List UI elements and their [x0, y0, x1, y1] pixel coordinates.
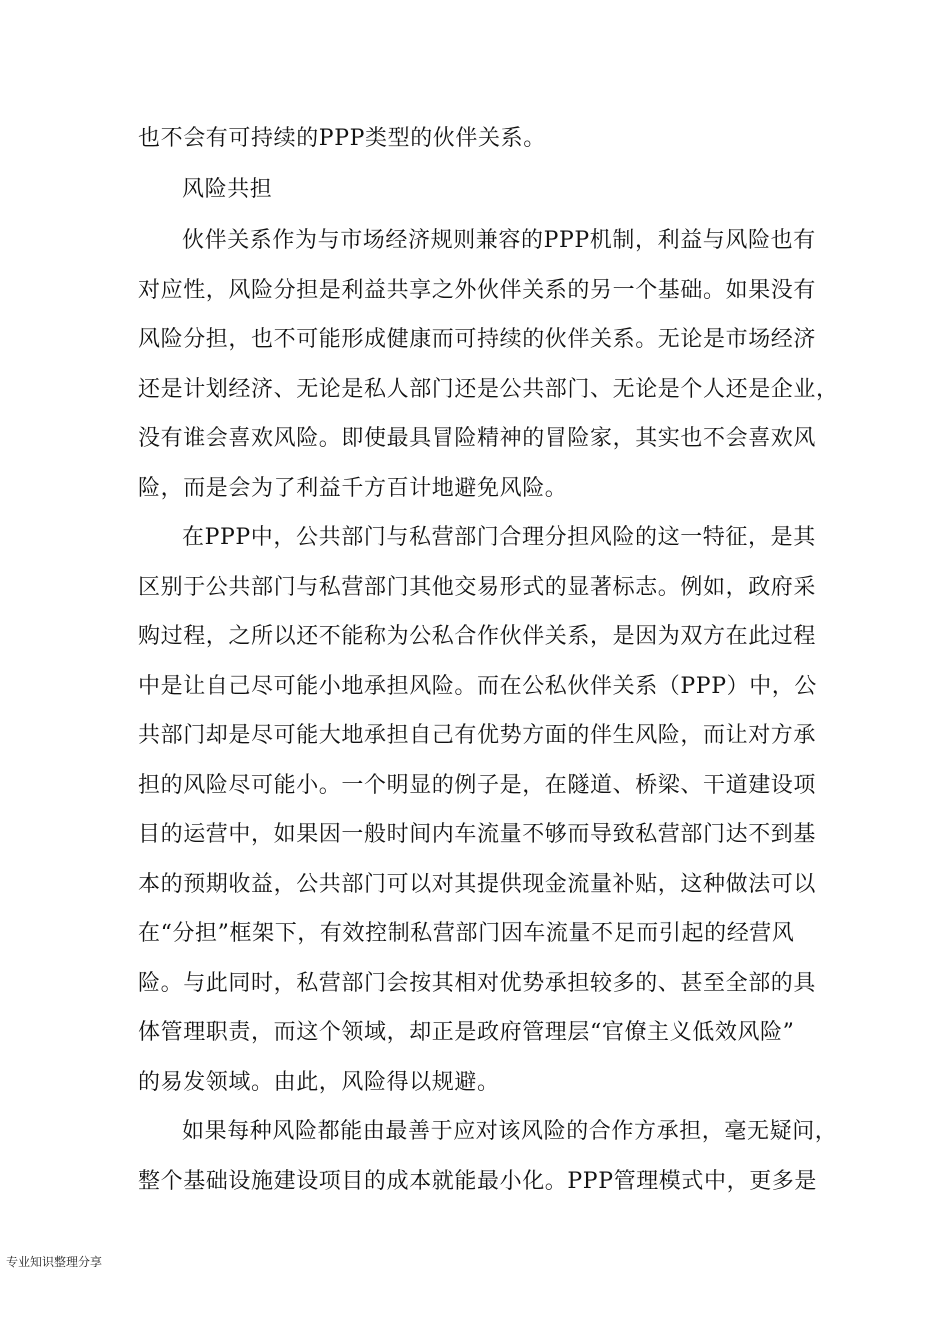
text-line: 风险分担，也不可能形成健康而可持续的伙伴关系。无论是市场经济 — [138, 327, 817, 352]
text-line: 体管理职责，而这个领域，却正是政府管理层“官僚主义低效风险” — [138, 1020, 795, 1045]
text-line: 也不会有可持续的PPP类型的伙伴关系。 — [138, 126, 546, 151]
text-line: 区别于公共部门与私营部门其他交易形式的显著标志。例如，政府采 — [138, 575, 817, 600]
section-heading: 风险共担 — [182, 177, 273, 202]
text-line: 本的预期收益，公共部门可以对其提供现金流量补贴，这种做法可以 — [138, 872, 817, 897]
text-line: 对应性，风险分担是利益共享之外伙伴关系的另一个基础。如果没有 — [138, 278, 817, 303]
text-line: 伙伴关系作为与市场经济规则兼容的PPP机制，利益与风险也有 — [182, 228, 816, 253]
text-line: 在“分担”框架下，有效控制私营部门因车流量不足而引起的经营风 — [138, 921, 795, 946]
text-line: 整个基础设施建设项目的成本就能最小化。PPP管理模式中，更多是 — [138, 1169, 818, 1194]
text-line: 中是让自己尽可能小地承担风险。而在公私伙伴关系（PPP）中，公 — [138, 674, 818, 699]
text-line: 险。与此同时，私营部门会按其相对优势承担较多的、甚至全部的具 — [138, 971, 817, 996]
text-line: 还是计划经济、无论是私人部门还是公共部门、无论是个人还是企业， — [138, 377, 839, 402]
text-line: 如果每种风险都能由最善于应对该风险的合作方承担，毫无疑问， — [182, 1119, 838, 1144]
text-line: 在PPP中，公共部门与私营部门合理分担风险的这一特征，是其 — [182, 525, 816, 550]
page-footer: 专业知识整理分享 — [6, 1255, 103, 1269]
text-line: 的易发领域。由此，风险得以规避。 — [138, 1070, 500, 1095]
text-line: 购过程，之所以还不能称为公私合作伙伴关系，是因为双方在此过程 — [138, 624, 817, 649]
text-line: 目的运营中，如果因一般时间内车流量不够而导致私营部门达不到基 — [138, 822, 817, 847]
text-line: 担的风险尽可能小。一个明显的例子是，在隧道、桥梁、干道建设项 — [138, 773, 817, 798]
text-line: 共部门却是尽可能大地承担自己有优势方面的伴生风险，而让对方承 — [138, 723, 817, 748]
text-line: 没有谁会喜欢风险。即使最具冒险精神的冒险家，其实也不会喜欢风 — [138, 426, 817, 451]
text-line: 险，而是会为了利益千方百计地避免风险。 — [138, 476, 568, 501]
